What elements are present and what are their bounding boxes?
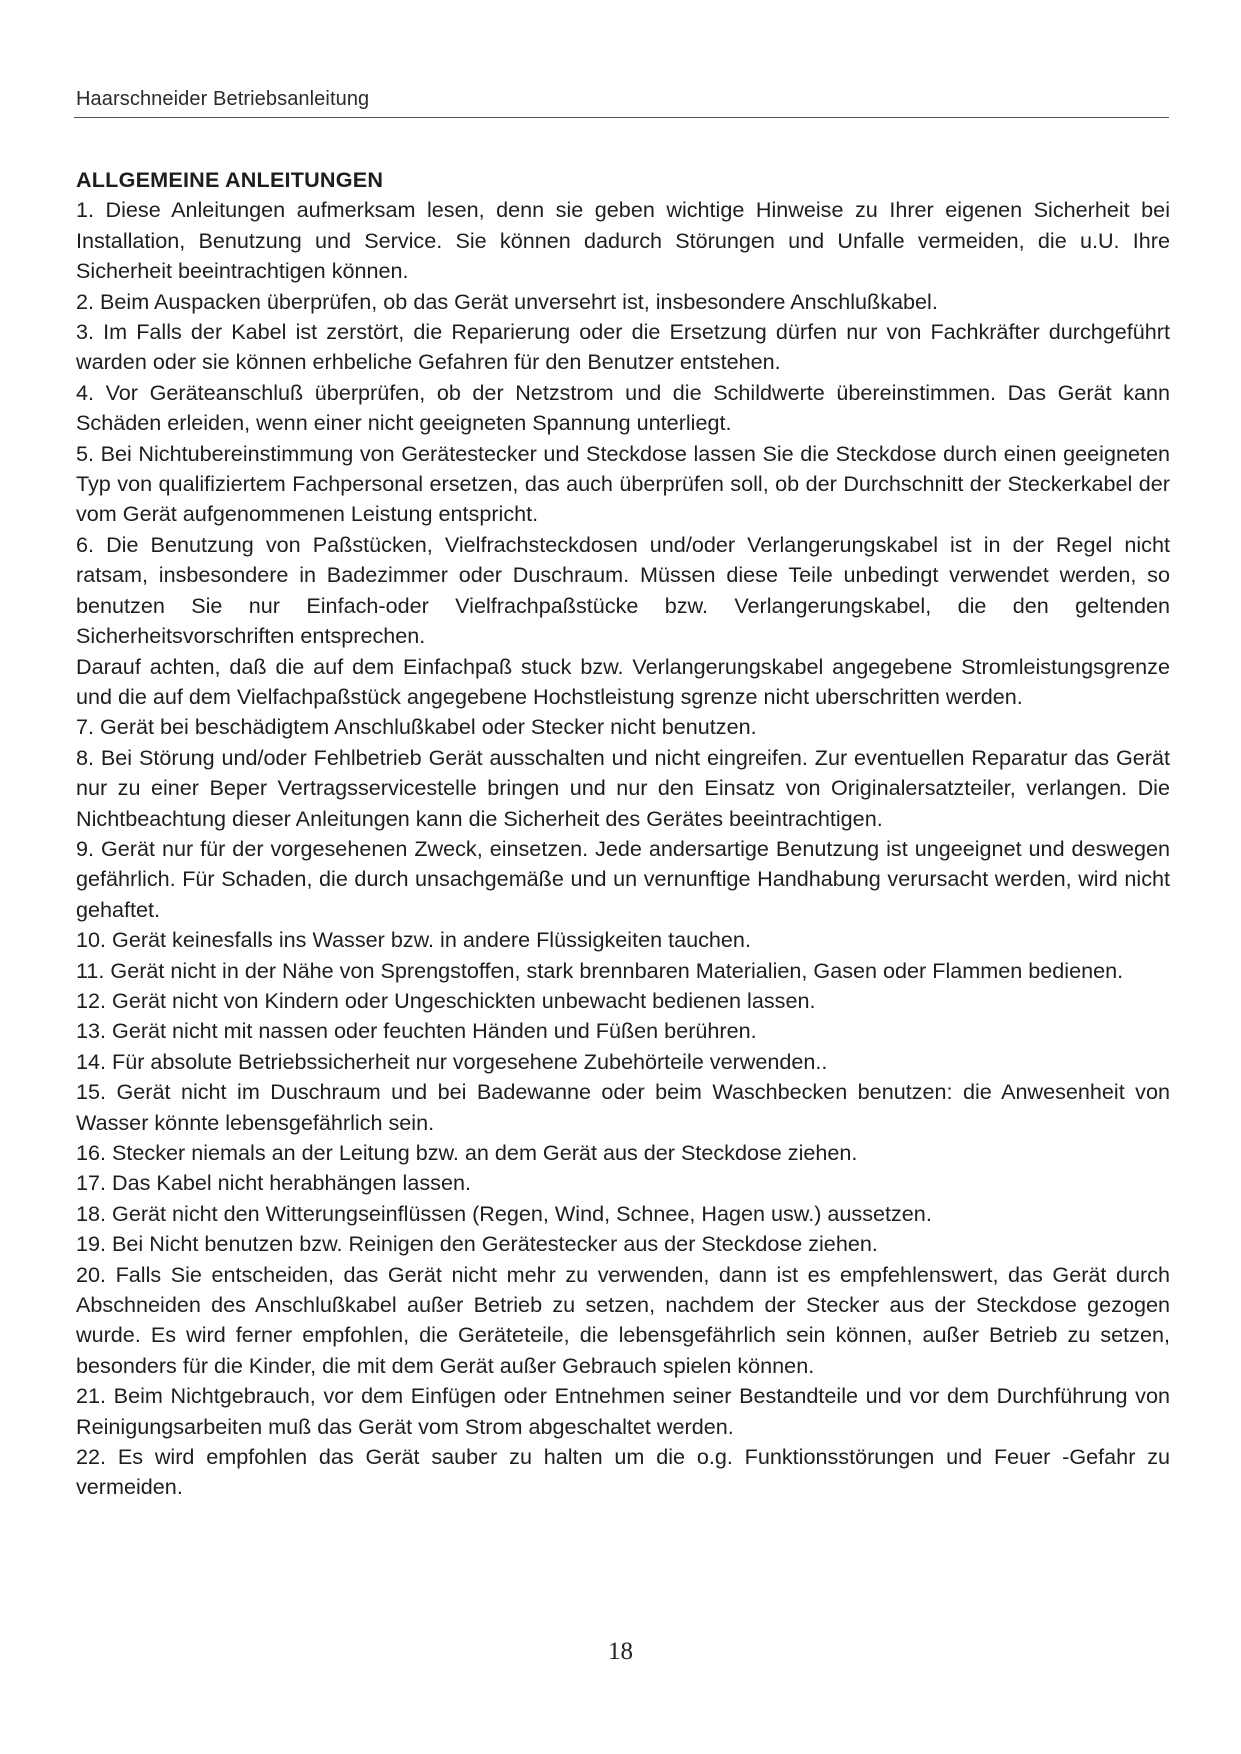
instruction-item: 10. Gerät keinesfalls ins Wasser bzw. in andere Flüssigkeiten tauchen. [76,927,751,953]
section-title: ALLGEMEINE ANLEITUNGEN [76,167,384,192]
instruction-item: 20. Falls Sie entscheiden, das Gerät nicht mehr zu verwenden, dann ist es empfehlenswert, das Gerät durch Abschneiden des Anschlußkabel außer Betrieb zu setzen, nachdem der Stecker aus der Steckdose gezogen wurde. Es wird ferner empfohlen, die Geräteteile, die lebensgefährlich sein können, außer Betrieb zu setzen, besonders für die Kinder, die mit dem Gerät außer Gebrauch spielen können. [76,1261,1170,1378]
instruction-item: 21. Beim Nichtgebrauch, vor dem Einfügen oder Entnehmen seiner Bestandteile und vor dem Durchführung von Reinigungsarbeiten muß das Gerät vom Strom abgeschaltet werden. [76,1383,1170,1439]
instruction-item: 19. Bei Nicht benutzen bzw. Reinigen den Gerätestecker aus der Steckdose ziehen. [76,1231,878,1257]
header-divider [74,117,1169,118]
instruction-item: 14. Für absolute Betriebssicherheit nur vorgesehene Zubehörteile verwenden.. [76,1048,828,1074]
page-number: 18 [608,1638,633,1665]
instruction-item: 6. Die Benutzung von Paßstücken, Vielfrachsteckdosen und/oder Verlangerungskabel ist in der Regel nicht ratsam, insbesondere in Badezimmer oder Duschraum. Müssen diese Teile unbedingt verwendet werden, so benutzen Sie nur Einfach-oder Vielfrachpaßstücke bzw. Verlangerungskabel, die den geltenden Sicherheitsvorschriften entsprechen. [76,531,1170,649]
instruction-item: 3. Im Falls der Kabel ist zerstört, die Reparierung oder die Ersetzung dürfen nur von Fachkräfter durchgeführt warden oder sie können erhbeliche Gefahren für den Benutzer entstehen. [76,319,1170,375]
instruction-item: 18. Gerät nicht den Witterungseinflüssen (Regen, Wind, Schnee, Hagen usw.) aussetzen. [76,1200,932,1226]
instruction-item: 15. Gerät nicht im Duschraum und bei Badewanne oder beim Waschbecken benutzen: die Anwesenheit von Wasser könnte lebensgefährlich sein. [76,1079,1170,1135]
instruction-item: 12. Gerät nicht von Kindern oder Ungeschickten unbewacht bedienen lassen. [76,987,816,1013]
instruction-item: 4. Vor Geräteanschluß überprüfen, ob der Netzstrom und die Schildwerte übereinstimmen. Das Gerät kann Schäden erleiden, wenn einer nicht geeigneten Spannung unterliegt. [76,379,1170,436]
instruction-item: Darauf achten, daß die auf dem Einfachpaß stuck bzw. Verlangerungskabel angegebene Stromleistungsgrenze und die auf dem Vielfachpaßstück angegebene Hochstleistung sgrenze nicht uberschritten werden. [76,653,1170,709]
instruction-item: 16. Stecker niemals an der Leitung bzw. an dem Gerät aus der Steckdose ziehen. [76,1140,858,1165]
running-header: Haarschneider Betriebsanleitung [76,88,370,110]
instruction-item: 8. Bei Störung und/oder Fehlbetrieb Gerät ausschalten und nicht eingreifen. Zur eventuellen Reparatur das Gerät nur zu einer Beper Vertragsservicestelle bringen und nur den Einsatz von Originalersatzteiler, verlangen. Die Nichtbeachtung dieser Anleitungen kann die Sicherheit des Gerätes beeintrachtigen. [76,744,1170,831]
instruction-item: 22. Es wird empfohlen das Gerät sauber zu halten um die o.g. Funktionsstörungen und Feuer -Gefahr zu vermeiden. [76,1444,1170,1500]
instruction-item: 7. Gerät bei beschädigtem Anschlußkabel oder Stecker nicht benutzen. [76,714,757,740]
instruction-item: 9. Gerät nur für der vorgesehenen Zweck, einsetzen. Jede andersartige Benutzung ist ungeeignet und deswegen gefährlich. Für Schaden, die durch unsachgemäße und un vernunftige Handhabung verursacht werden, wird nicht gehaftet. [76,835,1170,922]
instructions-body [76,165,1170,1503]
instruction-item: 1. Diese Anleitungen aufmerksam lesen, denn sie geben wichtige Hinweise zu Ihrer eigenen Sicherheit bei Installation, Benutzung und Service. Sie können dadurch Störungen und Unfalle vermeiden, die u.U. Ihre Sicherheit beeintrachtigen können. [76,197,1170,284]
instruction-item: 5. Bei Nichtubereinstimmung von Gerätestecker und Steckdose lassen Sie die Steckdose durch einen geeigneten Typ von qualifiziertem Fachpersonal ersetzen, das auch überprüfen soll, ob der Durchschnitt der Steckerkabel der vom Gerät aufgenommenen Leistung entspricht. [76,440,1170,527]
instruction-item: 13. Gerät nicht mit nassen oder feuchten Händen und Füßen berühren. [76,1018,757,1044]
instruction-item: 11. Gerät nicht in der Nähe von Sprengstoffen, stark brennbaren Materialien, Gasen oder Flammen bedienen. [76,957,1124,983]
instruction-item: 2. Beim Auspacken überprüfen, ob das Gerät unversehrt ist, insbesondere Anschlußkabel. [76,288,938,314]
instruction-item: 17. Das Kabel nicht herabhängen lassen. [76,1170,471,1196]
